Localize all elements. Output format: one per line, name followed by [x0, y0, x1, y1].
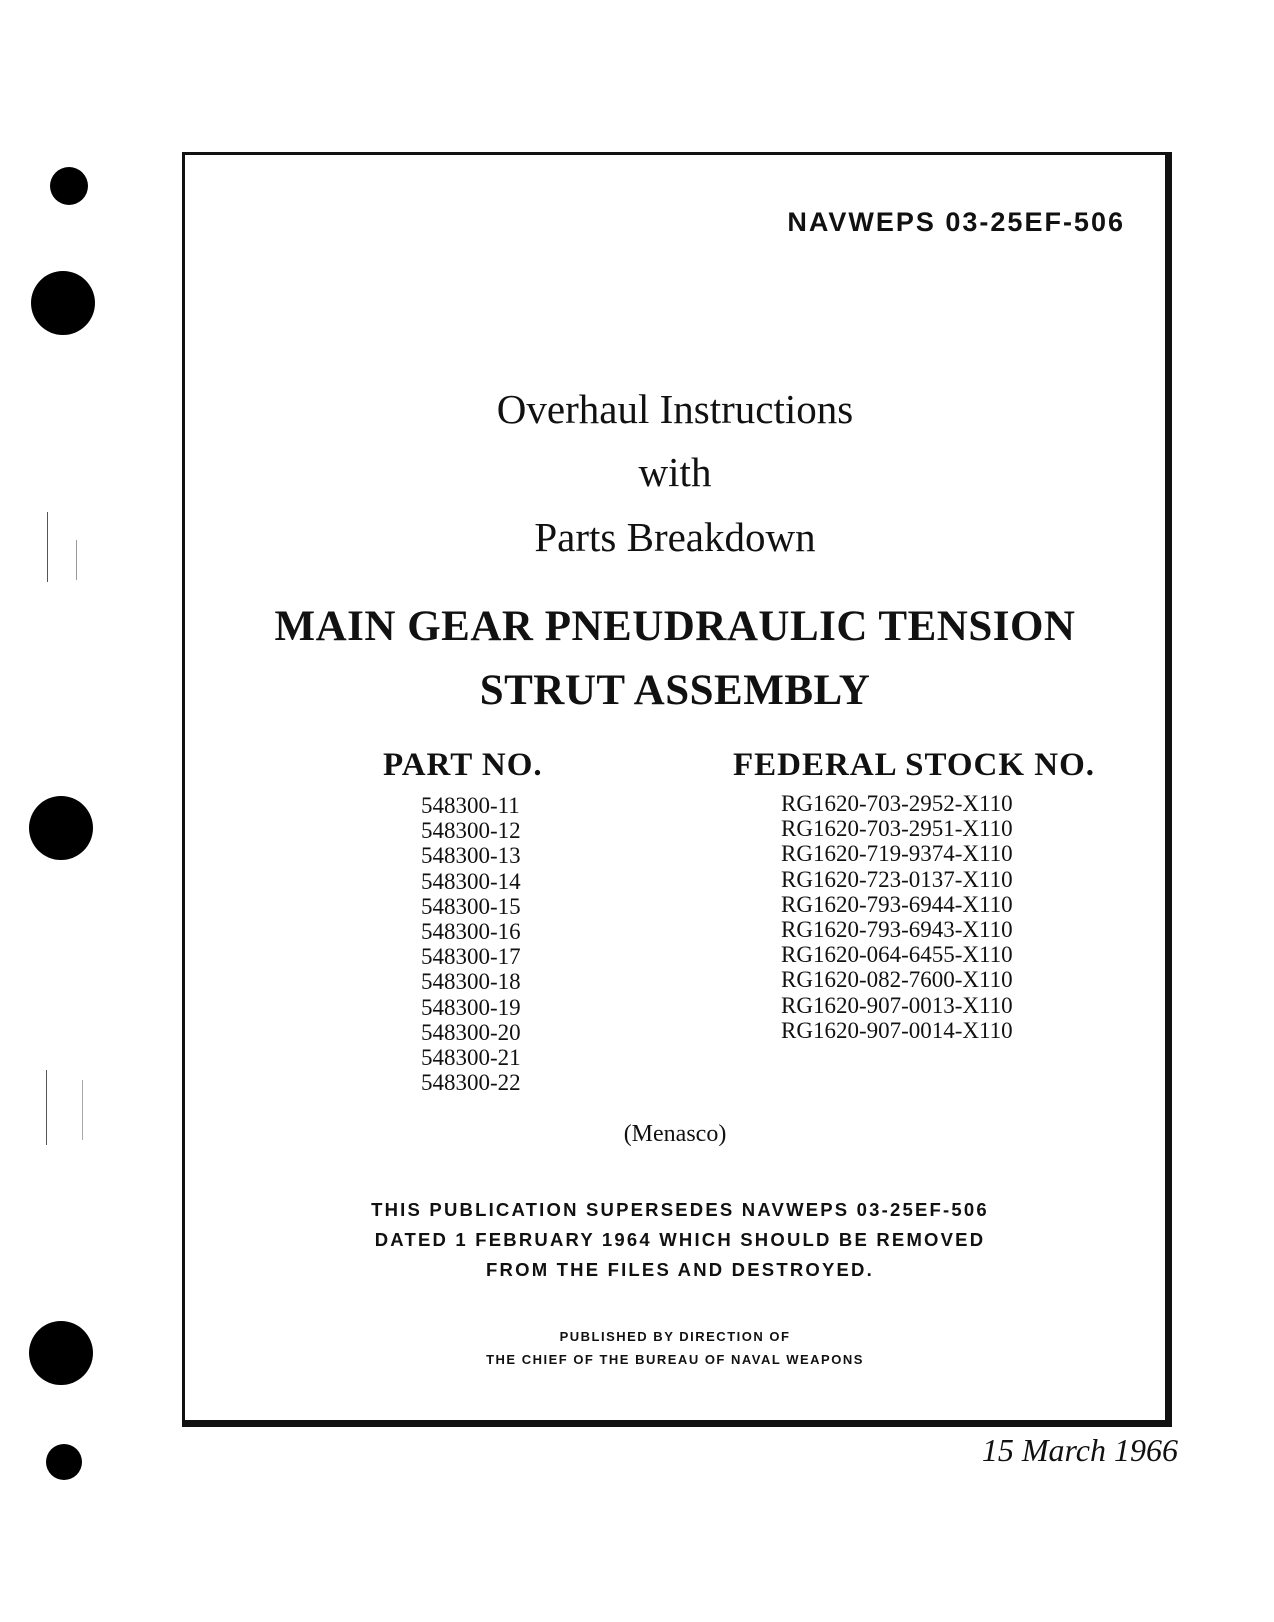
- list-item: 548300-11: [421, 793, 520, 818]
- published-line-2: THE CHIEF OF THE BUREAU OF NAVAL WEAPONS: [486, 1352, 864, 1367]
- list-item: RG1620-703-2951-X110: [781, 816, 1013, 842]
- supersede-line-3: FROM THE FILES AND DESTROYED.: [486, 1259, 874, 1280]
- list-item: 548300-15: [421, 893, 521, 919]
- title-line-1: Overhaul Instructions: [496, 386, 854, 432]
- list-item: 548300-12: [421, 818, 521, 844]
- part-number-heading: PART NO.: [383, 747, 543, 783]
- list-item: RG1620-907-0014-X110: [781, 1017, 1013, 1043]
- title-line-3: Parts Breakdown: [534, 514, 816, 560]
- list-item: RG1620-793-6944-X110: [781, 891, 1013, 917]
- list-item: RG1620-082-7600-X110: [781, 967, 1013, 993]
- scan-mark: [46, 1070, 47, 1145]
- scan-mark: [47, 512, 48, 582]
- supersede-line-2: DATED 1 FEBRUARY 1964 WHICH SHOULD BE REMOVED: [374, 1229, 986, 1250]
- list-item: 548300-14: [421, 868, 521, 894]
- list-item: RG1620-719-9374-X110: [781, 841, 1013, 867]
- list-item: 548300-13: [421, 843, 521, 869]
- binder-hole: [31, 271, 95, 335]
- list-item: RG1620-723-0137-X110: [781, 866, 1013, 892]
- subject-line-1: MAIN GEAR PNEUDRAULIC TENSION: [274, 603, 1076, 650]
- published-line-1: PUBLISHED BY DIRECTION OF: [559, 1329, 791, 1344]
- document-number: NAVWEPS 03-25EF-506: [787, 207, 1125, 237]
- supersede-notice: [315, 1195, 1045, 1285]
- list-item: 548300-19: [421, 994, 521, 1020]
- binder-hole: [29, 1321, 93, 1385]
- scan-mark: [82, 1080, 83, 1140]
- scan-mark: [76, 540, 77, 580]
- list-item: RG1620-703-2952-X110: [781, 791, 1013, 816]
- list-item: RG1620-793-6943-X110: [781, 917, 1013, 943]
- manufacturer: (Menasco): [623, 1121, 727, 1147]
- stock-number-heading: FEDERAL STOCK NO.: [733, 747, 1096, 783]
- list-item: RG1620-064-6455-X110: [781, 942, 1013, 968]
- binder-hole: [50, 167, 88, 205]
- list-item: 548300-22: [421, 1070, 521, 1096]
- publisher-notice: [185, 1325, 1165, 1371]
- binder-hole: [46, 1444, 82, 1480]
- list-item: RG1620-907-0013-X110: [781, 992, 1013, 1018]
- subject-line-2: STRUT ASSEMBLY: [479, 667, 871, 714]
- binder-hole: [29, 796, 93, 860]
- supersede-line-1: THIS PUBLICATION SUPERSEDES NAVWEPS 03-25EF-506: [371, 1199, 989, 1220]
- stock-number-list: [781, 791, 1013, 1043]
- list-item: 548300-17: [421, 944, 521, 970]
- list-item: 548300-18: [421, 969, 521, 995]
- list-item: 548300-16: [421, 919, 521, 945]
- list-item: 548300-20: [421, 1019, 521, 1045]
- part-number-list: [421, 793, 521, 1095]
- cover-frame: [182, 152, 1172, 1427]
- title-line-2: with: [638, 449, 712, 495]
- list-item: 548300-21: [421, 1045, 521, 1071]
- publication-date: 15 March 1966: [981, 1432, 1178, 1468]
